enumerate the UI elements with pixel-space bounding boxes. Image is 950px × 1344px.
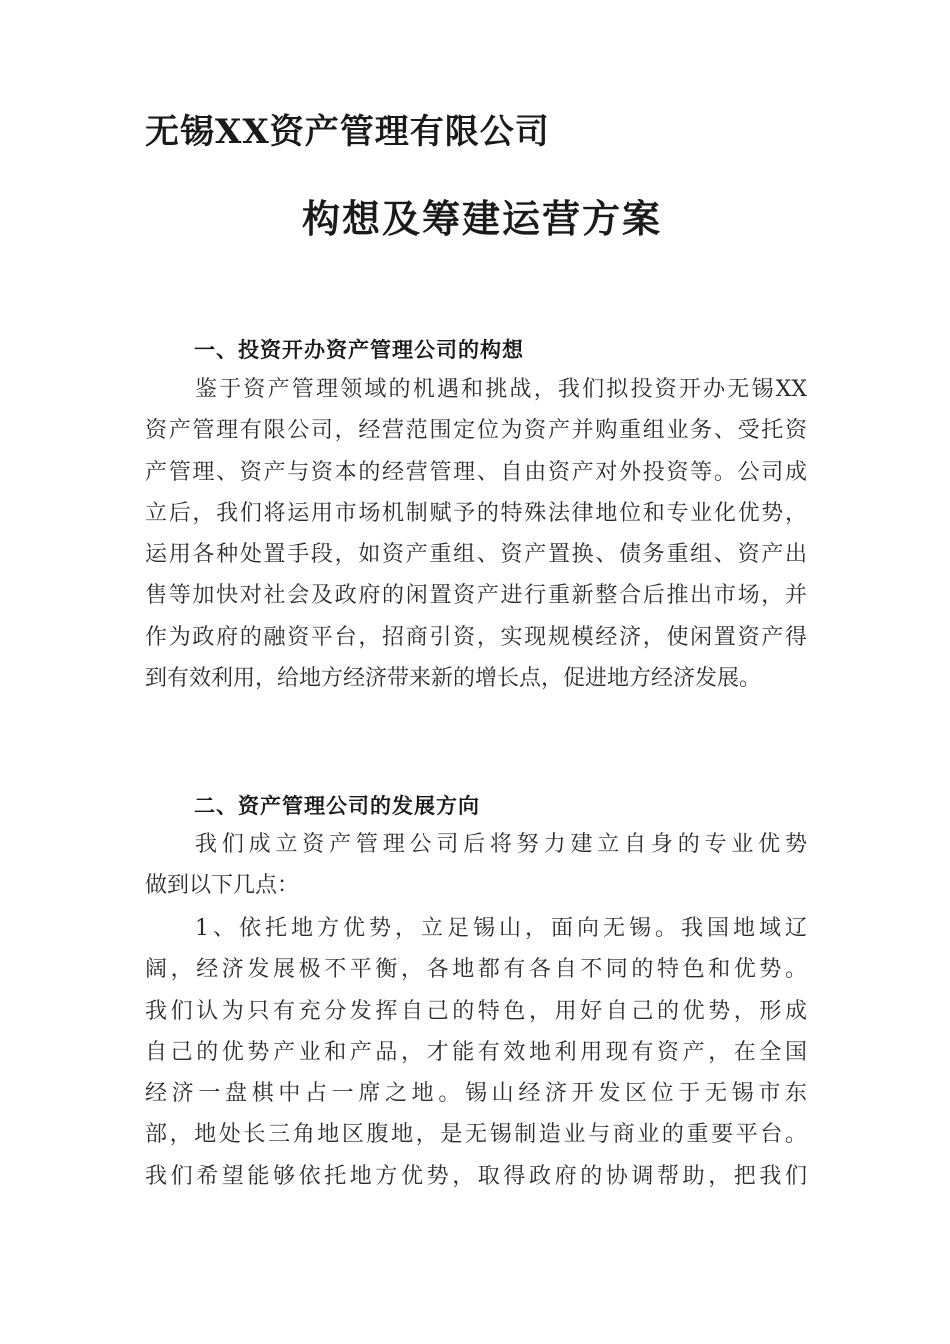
document-title-company: 无锡XX资产管理有限公司 <box>145 112 550 152</box>
paragraph-line: 我们成立资产管理公司后将努力建立自身的专业优势 <box>195 832 807 857</box>
paragraph-line: 运用各种处置手段，如资产重组、资产置换、债务重组、资产出 <box>145 542 807 568</box>
paragraph-line: 阔，经济发展极不平衡，各地都有各自不同的特色和优势。 <box>145 957 807 983</box>
paragraph-line: 自己的优势产业和产品，才能有效地利用现有资产，在全国 <box>145 1039 807 1065</box>
paragraph-line: 鉴于资产管理领域的机遇和挑战，我们拟投资开办无锡XX <box>195 377 807 402</box>
paragraph-line: 1、依托地方优势，立足锡山，面向无锡。我国地域辽 <box>195 916 807 941</box>
section1-paragraph <box>145 369 807 699</box>
paragraph-line: 作为政府的融资平台，招商引资，实现规模经济，使闲置资产得 <box>145 624 807 650</box>
paragraph-line: 经济一盘棋中占一席之地。锡山经济开发区位于无锡市东 <box>145 1081 807 1107</box>
section2-point1 <box>145 908 807 1197</box>
paragraph-line: 产管理、资产与资本的经营管理、自由资产对外投资等。公司成 <box>145 459 807 485</box>
paragraph-line: 资产管理有限公司，经营范围定位为资产并购重组业务、受托资 <box>145 418 807 444</box>
paragraph-line: 立后，我们将运用市场机制赋予的特殊法律地位和专业化优势， <box>145 500 807 526</box>
paragraph-line: 我们希望能够依托地方优势，取得政府的协调帮助，把我们 <box>145 1163 807 1189</box>
paragraph-line: 售等加快对社会及政府的闲置资产进行重新整合后推出市场，并 <box>145 583 807 609</box>
document-title-plan: 构想及筹建运营方案 <box>302 196 663 241</box>
paragraph-line: 我们认为只有充分发挥自己的特色，用好自己的优势，形成 <box>145 998 807 1024</box>
section2-heading: 二、资产管理公司的发展方向 <box>194 793 480 818</box>
section2-intro <box>145 824 807 907</box>
paragraph-line: 部，地处长三角地区腹地，是无锡制造业与商业的重要平台。 <box>145 1122 807 1148</box>
paragraph-line: 到有效利用，给地方经济带来新的增长点，促进地方经济发展。 <box>145 666 762 692</box>
section1-heading: 一、投资开办资产管理公司的构想 <box>194 337 524 362</box>
paragraph-line: 做到以下几点： <box>145 873 300 899</box>
